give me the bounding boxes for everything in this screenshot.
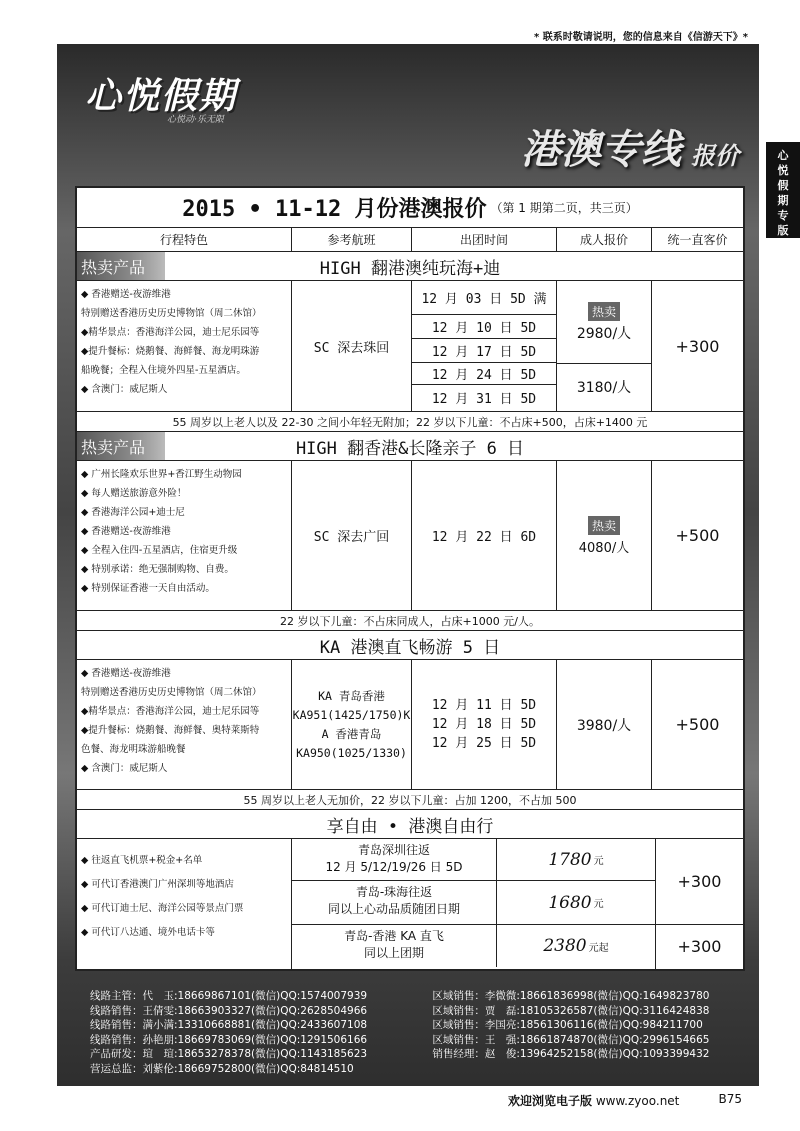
route-line: 同以上团期 xyxy=(363,946,424,960)
date-item: 12 月 31 日 5D xyxy=(431,392,537,407)
product-row xyxy=(77,660,743,790)
contact-line: 线路销售：满小满:13310668881(微信)QQ:2433607108 xyxy=(90,1019,368,1031)
contact-line: 区域销售：李微微:18661836998(微信)QQ:1649823780 xyxy=(432,990,710,1002)
section-title xyxy=(77,810,743,839)
feature-item: ◆ 香港赠送-夜游维港 xyxy=(81,289,171,300)
contact-line: 营运总监：刘紫伦:18669752800(微信)QQ:84814510 xyxy=(90,1062,354,1075)
route-line: 12 月 5/12/19/26 日 5D xyxy=(325,860,463,874)
brand-logo-sub: 心悦动·乐无限 xyxy=(167,115,224,125)
route-line: 青岛深圳往返 xyxy=(357,843,430,857)
date-item: 12 月 03 日 5D 满 xyxy=(412,281,556,315)
feature-item: ◆ 可代订迪士尼、海洋公园等景点门票 xyxy=(81,903,244,914)
feature-item: ◆ 可代订八达通、境外电话卡等 xyxy=(81,927,215,938)
product-row xyxy=(77,281,743,412)
price-value: 1680 xyxy=(548,892,592,913)
headline-sub: 报价 xyxy=(691,142,739,170)
route-list xyxy=(292,839,656,969)
header-flight: 参考航班 xyxy=(292,228,412,251)
date-item: 12 月 22 日 6D xyxy=(412,461,557,610)
price-unit: 元 xyxy=(593,899,604,910)
flight: SC 深去广回 xyxy=(292,461,412,610)
feature-item: ◆ 香港赠送-夜游维港 xyxy=(81,526,171,537)
page-number: B75 xyxy=(718,1092,742,1106)
date-item: 12 月 25 日 5D xyxy=(431,736,537,751)
feature-item: 船晚餐；全程入住境外四星-五星酒店。 xyxy=(81,365,246,376)
date-item: 12 月 10 日 5D xyxy=(412,315,556,339)
feature-item: ◆精华景点：香港海洋公园，迪士尼乐园等 xyxy=(81,327,260,338)
header-features: 行程特色 xyxy=(77,228,292,251)
footer-label: 欢迎浏览电子版 xyxy=(508,1094,593,1108)
contact-line: 线路销售：孙艳朋:18669783069(微信)QQ:1291506166 xyxy=(90,1033,368,1046)
feature-item: ◆提升餐标：烧鹅餐、海鲜餐、海龙明珠游 xyxy=(81,346,260,357)
hot-tag: 热卖产品 xyxy=(77,252,165,280)
route-desc xyxy=(292,839,497,880)
route-line: 青岛-珠海往返 xyxy=(355,885,433,899)
price-sheet xyxy=(75,186,745,971)
footer xyxy=(508,1092,679,1109)
price: 3980/人 xyxy=(557,660,652,789)
price-box xyxy=(557,281,651,364)
route-item xyxy=(292,925,655,967)
feature-list xyxy=(77,281,292,411)
date-item: 12 月 24 日 5D xyxy=(412,363,556,385)
route-item xyxy=(292,839,655,881)
price-list xyxy=(557,281,652,411)
title-main: 2015 • 11-12 月份港澳报价 xyxy=(182,197,487,222)
header-direct-price: 统一直客价 xyxy=(667,233,728,247)
route-desc xyxy=(292,925,497,967)
price-unit: 元 xyxy=(593,856,604,867)
feature-item: ◆ 含澳门：威尼斯人 xyxy=(81,384,168,395)
contact-line: 线路主管：代 玉:18669867101(微信)QQ:1574007939 xyxy=(90,990,368,1002)
side-tab-char: 假 xyxy=(777,179,789,192)
feature-item: ◆ 特别承诺：绝无强制购物、自费。 xyxy=(81,564,234,575)
feature-list xyxy=(77,660,292,789)
product-row xyxy=(77,461,743,611)
date-item: 12 月 17 日 5D xyxy=(412,339,556,363)
contacts-left xyxy=(90,989,432,1076)
headline: 港澳专线 xyxy=(521,127,681,173)
price: 3180/人 xyxy=(576,380,632,396)
route-line: 青岛-香港 KA 直飞 xyxy=(344,929,444,943)
direct-price: +300 xyxy=(675,336,720,356)
header-price: 成人报价 xyxy=(557,228,652,251)
flight-line: A 香港青岛 xyxy=(321,726,382,741)
feature-item: ◆ 香港赠送-夜游维港 xyxy=(81,668,171,679)
feature-item: ◆ 可代订香港澳门广州深圳等地酒店 xyxy=(81,879,234,890)
feature-list xyxy=(77,839,292,969)
hot-badge: 热卖 xyxy=(588,516,620,535)
feature-item: ◆提升餐标：烧鹅餐、海鲜餐、奥特莱斯特 xyxy=(81,725,260,736)
contact-line: 产品研发：瑄 瑄:18653278378(微信)QQ:1143185623 xyxy=(90,1048,368,1060)
section-name: 享自由 • 港澳自由行 xyxy=(326,816,494,837)
hot-badge: 热卖 xyxy=(588,302,620,321)
section-name: KA 港澳直飞畅游 5 日 xyxy=(319,637,501,658)
route-price xyxy=(497,925,655,967)
price: 4080/人 xyxy=(578,540,630,556)
contact-line: 区域销售：贾 磊:18105326587(微信)QQ:3116424838 xyxy=(432,1004,710,1017)
section-title xyxy=(77,432,743,461)
contacts-right xyxy=(432,989,740,1076)
section-name: HIGH 翻港澳纯玩海+迪 xyxy=(319,258,501,279)
sheet-title xyxy=(77,188,743,228)
route-line: 同以上心动品质随团日期 xyxy=(327,902,460,916)
direct-price-list xyxy=(656,839,743,969)
feature-item: ◆ 含澳门：威尼斯人 xyxy=(81,763,168,774)
side-tab-char: 悦 xyxy=(777,164,789,177)
table-header xyxy=(77,228,743,252)
feature-item: ◆ 香港海洋公园+迪士尼 xyxy=(81,507,185,518)
hot-tag: 热卖产品 xyxy=(77,432,165,460)
route-item xyxy=(292,881,655,925)
section-title xyxy=(77,631,743,660)
feature-item: 特别赠送香港历史历史博物馆（周二休馆） xyxy=(81,308,262,319)
date-list xyxy=(412,281,557,411)
feature-list xyxy=(77,461,292,610)
feature-item: ◆ 往返直飞机票+税金+名单 xyxy=(81,855,203,866)
flight: SC 深去珠回 xyxy=(292,281,412,411)
contact-line: 区域销售：李国亮:18561306116(微信)QQ:984211700 xyxy=(432,1019,703,1031)
date-item: 12 月 11 日 5D xyxy=(431,698,537,713)
section-note: 55 周岁以上老人无加价，22 岁以下儿童：占加 1200，不占加 500 xyxy=(77,790,743,810)
footer-site[interactable]: www.zyoo.net xyxy=(595,1094,680,1108)
side-tab-char: 期 xyxy=(777,194,789,207)
section-note: 22 岁以下儿童：不占床同成人，占床+1000 元/人。 xyxy=(77,611,743,631)
direct-price: +300 xyxy=(677,936,722,956)
direct-price: +300 xyxy=(656,839,743,925)
flight-line: KA950(1025/1330) xyxy=(296,745,407,760)
price-unit: 元起 xyxy=(588,942,609,954)
feature-item: ◆ 广州长隆欢乐世界+香江野生动物园 xyxy=(81,469,242,480)
side-tab-char: 版 xyxy=(777,224,789,237)
date-item: 12 月 18 日 5D xyxy=(431,717,537,732)
route-price xyxy=(497,881,655,924)
section-note: 55 周岁以上老人以及 22-30 之间小年轻无附加；22 岁以下儿童：不占床+500，占床+1400 元 xyxy=(77,412,743,432)
feature-item: ◆ 全程入住四-五星酒店，住宿更升级 xyxy=(81,545,238,556)
route-desc xyxy=(292,881,497,924)
direct-price: +500 xyxy=(675,715,720,734)
feature-item: ◆ 特别保证香港一天自由活动。 xyxy=(81,583,215,594)
side-tab-char: 专 xyxy=(777,209,789,222)
contact-line: 区域销售：王 强:18661874870(微信)QQ:2996154665 xyxy=(432,1033,710,1046)
feature-item: 特别赠送香港历史历史博物馆（周二休馆） xyxy=(81,687,262,698)
section-name: HIGH 翻香港&长隆亲子 6 日 xyxy=(295,438,525,459)
price-box xyxy=(557,364,651,410)
contact-line: 线路销售：王倩雯:18663903327(微信)QQ:2628504966 xyxy=(90,1004,368,1017)
date-list xyxy=(412,660,557,789)
price-value: 1780 xyxy=(548,849,592,870)
feature-item: ◆精华景点：香港海洋公园，迪士尼乐园等 xyxy=(81,706,260,717)
side-tab xyxy=(766,142,800,238)
brand-logo: 心悦假期 xyxy=(85,76,238,117)
flight-line: KA 青岛香港 xyxy=(318,688,385,703)
feature-item: 色餐、海龙明珠游船晚餐 xyxy=(81,744,186,755)
price: 2980/人 xyxy=(576,325,632,342)
header-dates: 出团时间 xyxy=(412,228,557,251)
free-travel-row xyxy=(77,839,743,969)
side-tab-char: 心 xyxy=(777,149,789,162)
price-value: 2380 xyxy=(543,936,587,956)
contacts xyxy=(90,989,740,1076)
flight-line: KA951(1425/1750)K xyxy=(292,707,411,722)
route-price xyxy=(497,839,655,880)
notice: * 联系时敬请说明，您的信息来自《信游天下》* xyxy=(534,32,748,43)
price-box xyxy=(557,461,652,610)
title-note: （第 1 期第二页，共三页） xyxy=(490,201,638,215)
direct-price: +500 xyxy=(675,526,720,545)
section-title xyxy=(77,252,743,281)
contact-line: 销售经理：赵 俊:13964252158(微信)QQ:1093399432 xyxy=(432,1048,710,1060)
feature-item: ◆ 每人赠送旅游意外险！ xyxy=(81,488,187,499)
flight xyxy=(292,660,412,789)
